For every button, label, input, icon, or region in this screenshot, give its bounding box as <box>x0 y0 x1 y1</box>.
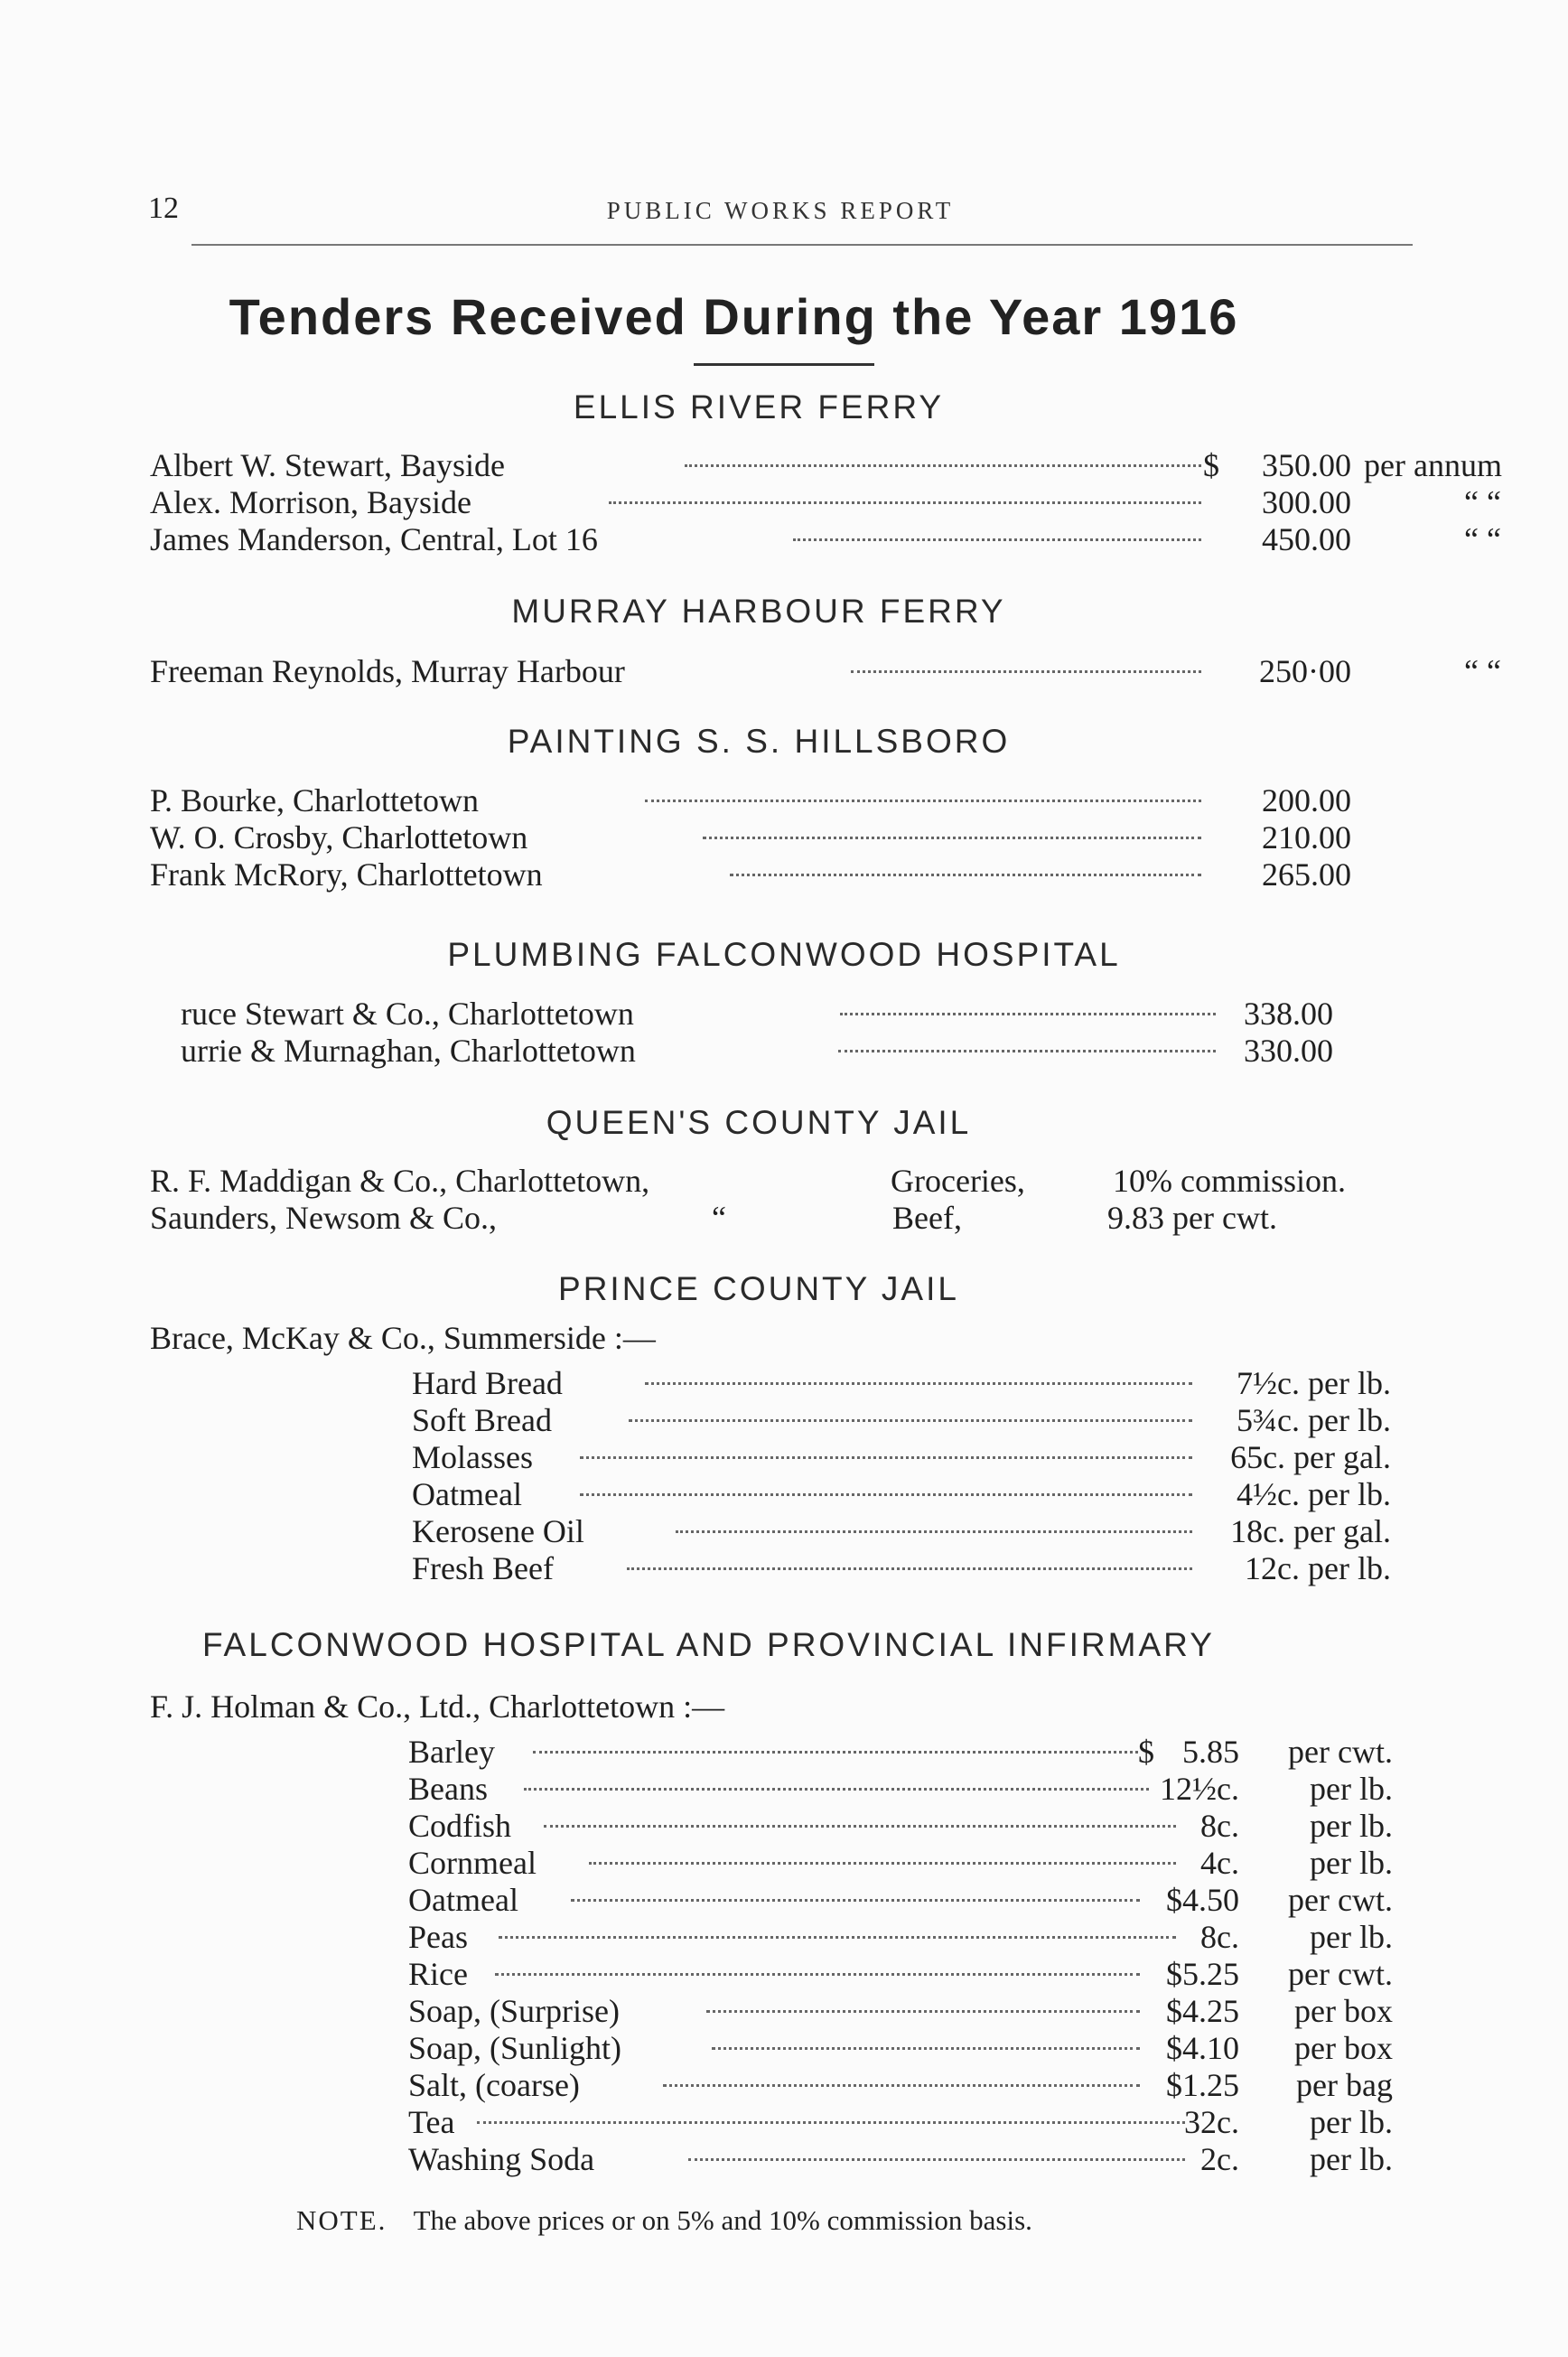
page-number: 12 <box>148 192 179 225</box>
tender-unit: per box <box>1294 2030 1393 2066</box>
tender-unit: per lb. <box>1310 2104 1393 2140</box>
tenderer-name: Alex. Morrison, Bayside <box>150 484 471 520</box>
tenderer-name: P. Bourke, Charlottetown <box>150 782 479 818</box>
tenderer-name: R. F. Maddigan & Co., Charlottetown, <box>150 1163 650 1199</box>
tender-amount: 65c. per gal. <box>1230 1439 1391 1475</box>
ditto-marks: “ “ <box>1464 521 1501 557</box>
item-name: Groceries, <box>891 1163 1025 1199</box>
item-name: Hard Bread <box>412 1365 563 1401</box>
dot-leader <box>580 1490 1192 1496</box>
page-header <box>148 192 1413 228</box>
supplier-name: Brace, McKay & Co., Summerside :— <box>150 1320 656 1356</box>
tender-unit: per bag <box>1296 2067 1393 2103</box>
dot-leader <box>629 1416 1192 1422</box>
tender-unit: per lb. <box>1310 1808 1393 1844</box>
tender-unit: per cwt. <box>1288 1882 1393 1918</box>
title-underline <box>694 363 874 366</box>
item-name: Beans <box>408 1771 488 1807</box>
tender-amount: 200.00 <box>1262 782 1351 818</box>
item-name: Salt, (coarse) <box>408 2067 580 2103</box>
tender-amount: 330.00 <box>1244 1033 1333 1069</box>
item-name: Oatmeal <box>412 1476 522 1512</box>
item-name: Washing Soda <box>408 2141 595 2177</box>
tenderer-name: W. O. Crosby, Charlottetown <box>150 819 528 856</box>
page-title: Tenders Received During the Year 1916 <box>229 288 1239 345</box>
tender-amount: 10% commission. <box>1113 1163 1346 1199</box>
tender-amount: 2c. <box>1200 2141 1239 2177</box>
ditto-marks: “ “ <box>1464 484 1501 520</box>
item-name: Molasses <box>412 1439 533 1475</box>
section-heading-queens-county-jail: QUEEN'S COUNTY JAIL <box>546 1104 972 1141</box>
tender-unit: per lb. <box>1310 2141 1393 2177</box>
tender-unit: per lb. <box>1310 1919 1393 1955</box>
item-name: Oatmeal <box>408 1882 518 1918</box>
tender-amount: 12½c. <box>1160 1771 1239 1807</box>
tender-unit: per box <box>1294 1993 1393 2029</box>
item-name: Rice <box>408 1956 468 1992</box>
currency-sign: $ <box>1203 447 1219 483</box>
tender-amount: 4½c. per lb. <box>1237 1476 1391 1512</box>
tenderer-name: Albert W. Stewart, Bayside <box>150 447 505 483</box>
running-head: PUBLIC WORKS REPORT <box>606 197 955 224</box>
tender-unit: per lb. <box>1310 1845 1393 1881</box>
supplier-name: F. J. Holman & Co., Ltd., Charlottetown :— <box>150 1688 725 1725</box>
tender-amount: 18c. per gal. <box>1230 1513 1391 1549</box>
item-name: Cornmeal <box>408 1845 537 1881</box>
dot-leader <box>627 1564 1192 1570</box>
item-name: Soap, (Sunlight) <box>408 2030 622 2066</box>
tender-amount: 32c. <box>1184 2104 1239 2140</box>
header-rule <box>191 244 1413 246</box>
item-name: Kerosene Oil <box>412 1513 584 1549</box>
tender-unit: per cwt. <box>1288 1956 1393 1992</box>
section-heading-murray-harbour-ferry: MURRAY HARBOUR FERRY <box>511 593 1006 630</box>
tenderer-name: James Manderson, Central, Lot 16 <box>150 521 598 557</box>
tender-amount: 9.83 per cwt. <box>1107 1200 1277 1236</box>
tender-amount: 300.00 <box>1262 484 1351 520</box>
tender-amount: $4.25 <box>1166 1993 1239 2029</box>
tenderer-name: urrie & Murnaghan, Charlottetown <box>181 1033 636 1069</box>
tender-unit: per cwt. <box>1288 1734 1393 1770</box>
tender-amount: 5¾c. per lb. <box>1237 1402 1391 1438</box>
item-name: Barley <box>408 1734 495 1770</box>
tender-unit: per lb. <box>1310 1771 1393 1807</box>
ditto-marks: “ “ <box>1464 653 1501 689</box>
item-name: Fresh Beef <box>412 1550 554 1586</box>
tender-amount: 350.00 <box>1262 447 1351 483</box>
item-name: Peas <box>408 1919 468 1955</box>
tenderer-name: Saunders, Newsom & Co., <box>150 1200 497 1236</box>
tender-amount: 8c. <box>1200 1919 1239 1955</box>
tender-amount: 210.00 <box>1262 819 1351 856</box>
dot-leader <box>645 1379 1192 1385</box>
tender-amount: $5.25 <box>1166 1956 1239 1992</box>
note-label: NOTE. <box>296 2204 387 2236</box>
tenderer-name: Freeman Reynolds, Murray Harbour <box>150 653 625 689</box>
item-name: Soft Bread <box>412 1402 552 1438</box>
tender-unit: per annum <box>1364 447 1502 483</box>
item-name: Beef, <box>892 1200 962 1236</box>
currency-sign: $ <box>1138 1734 1154 1770</box>
section-heading-falconwood-infirmary: FALCONWOOD HOSPITAL AND PROVINCIAL INFIRMARY <box>202 1626 1215 1663</box>
tender-amount: 7½c. per lb. <box>1237 1365 1391 1401</box>
section-heading-painting-hillsboro: PAINTING S. S. HILLSBORO <box>507 723 1011 760</box>
dot-leader <box>580 1453 1192 1459</box>
item-name: Soap, (Surprise) <box>408 1993 620 2029</box>
section-heading-prince-county-jail: PRINCE COUNTY JAIL <box>558 1270 959 1307</box>
tender-amount: 12c. per lb. <box>1245 1550 1391 1586</box>
tender-amount: 338.00 <box>1244 996 1333 1032</box>
dot-leader <box>676 1527 1192 1533</box>
tenderer-name: Frank McRory, Charlottetown <box>150 856 543 893</box>
tender-amount: 5.85 <box>1182 1734 1239 1770</box>
tender-amount: 450.00 <box>1262 521 1351 557</box>
section-heading-plumbing-falconwood: PLUMBING FALCONWOOD HOSPITAL <box>447 936 1121 973</box>
tender-amount: 4c. <box>1200 1845 1239 1881</box>
tender-amount: $4.10 <box>1166 2030 1239 2066</box>
note-text: The above prices or on 5% and 10% commission basis. <box>413 2204 1032 2236</box>
section-heading-ellis-river-ferry: ELLIS RIVER FERRY <box>573 388 945 426</box>
item-name: Tea <box>408 2104 455 2140</box>
footnote <box>296 2204 1032 2237</box>
tender-amount: 265.00 <box>1262 856 1351 893</box>
tender-amount: $4.50 <box>1166 1882 1239 1918</box>
tenderer-name: ruce Stewart & Co., Charlottetown <box>181 996 634 1032</box>
tender-amount: 8c. <box>1200 1808 1239 1844</box>
tender-amount: 250·00 <box>1259 653 1351 689</box>
ditto-mark: “ <box>712 1200 726 1236</box>
item-name: Codfish <box>408 1808 512 1844</box>
tender-amount: $1.25 <box>1166 2067 1239 2103</box>
